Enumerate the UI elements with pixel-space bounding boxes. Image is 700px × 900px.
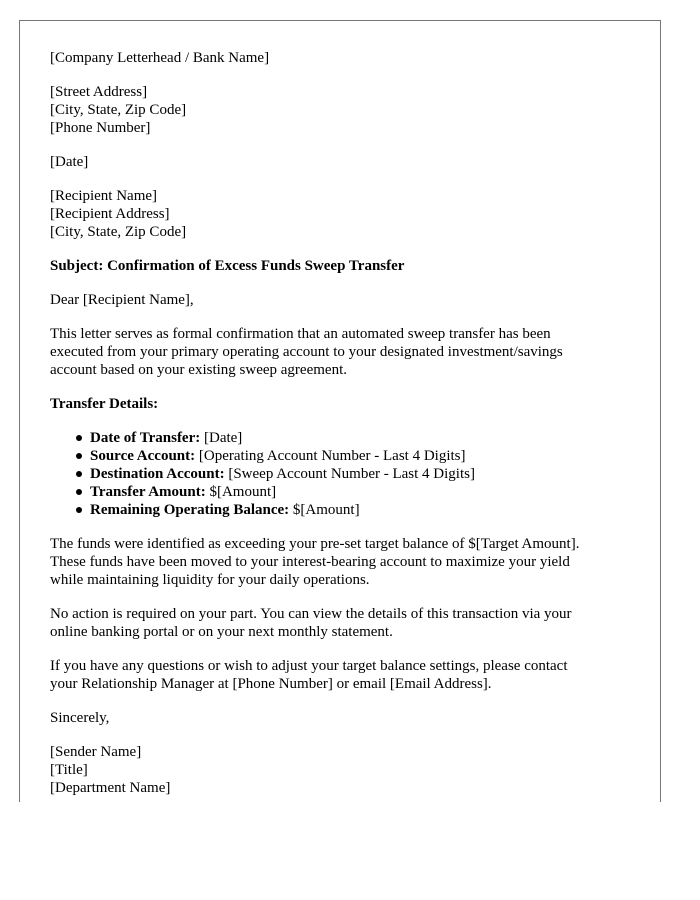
detail-label: Date of Transfer: (90, 430, 201, 446)
intro-line: executed from your primary operating account to your designated investment/savings (50, 344, 563, 360)
detail-label: Destination Account: (90, 466, 225, 482)
detail-remaining-balance (90, 501, 635, 519)
recipient-address (50, 187, 635, 241)
salutation-text: Dear [Recipient Name], (50, 292, 194, 308)
sender-name: [Sender Name] (50, 744, 142, 760)
detail-value: [Date] (200, 430, 243, 446)
subject-text: Subject: Confirmation of Excess Funds Sweep Transfer (50, 258, 405, 274)
closing-text: Sincerely, (50, 710, 110, 726)
sender-address (50, 83, 635, 137)
funds-line: The funds were identified as exceeding your pre-set target balance of $[Target Amount]. (50, 536, 580, 552)
recipient-street: [Recipient Address] (50, 206, 170, 222)
transfer-details-list (50, 429, 635, 519)
sender-title: [Title] (50, 762, 88, 778)
detail-transfer-amount (90, 483, 635, 501)
recipient-name: [Recipient Name] (50, 188, 158, 204)
funds-paragraph (50, 535, 635, 589)
funds-line: These funds have been moved to your interest-bearing account to maximize your yield (50, 554, 570, 570)
letterhead (50, 49, 635, 67)
closing (50, 709, 635, 727)
detail-source-account (90, 447, 635, 465)
phone-number: [Phone Number] (50, 120, 151, 136)
detail-label: Remaining Operating Balance: (90, 502, 290, 518)
signature-block (50, 743, 635, 797)
intro-line: account based on your existing sweep agreement. (50, 362, 347, 378)
intro-line: This letter serves as formal confirmation that an automated sweep transfer has been (50, 326, 551, 342)
intro-paragraph (50, 325, 635, 379)
funds-line: while maintaining liquidity for your daily operations. (50, 572, 370, 588)
salutation (50, 291, 635, 309)
detail-label: Source Account: (90, 448, 196, 464)
detail-value: $[Amount] (205, 484, 277, 500)
letter-date (50, 153, 635, 171)
details-heading-text: Transfer Details: (50, 396, 159, 412)
detail-destination-account (90, 465, 635, 483)
contact-line: your Relationship Manager at [Phone Number] or email [Email Address]. (50, 676, 492, 692)
sender-department: [Department Name] (50, 780, 171, 796)
details-heading (50, 395, 635, 413)
contact-paragraph (50, 657, 635, 693)
action-paragraph (50, 605, 635, 641)
street-address: [Street Address] (50, 84, 148, 100)
recipient-city-state-zip: [City, State, Zip Code] (50, 224, 187, 240)
city-state-zip: [City, State, Zip Code] (50, 102, 187, 118)
action-line: online banking portal or on your next monthly statement. (50, 624, 393, 640)
action-line: No action is required on your part. You can view the details of this transaction via your (50, 606, 572, 622)
detail-value: $[Amount] (289, 502, 360, 518)
detail-value: [Sweep Account Number - Last 4 Digits] (224, 466, 475, 482)
letterhead-text: [Company Letterhead / Bank Name] (50, 50, 270, 66)
detail-date-of-transfer (90, 429, 635, 447)
contact-line: If you have any questions or wish to adjust your target balance settings, please contact (50, 658, 568, 674)
subject-line (50, 257, 635, 275)
detail-value: [Operating Account Number - Last 4 Digits] (195, 448, 466, 464)
date-text: [Date] (50, 154, 89, 170)
letter-body (50, 49, 635, 797)
detail-label: Transfer Amount: (90, 484, 206, 500)
letter-page (19, 20, 661, 802)
